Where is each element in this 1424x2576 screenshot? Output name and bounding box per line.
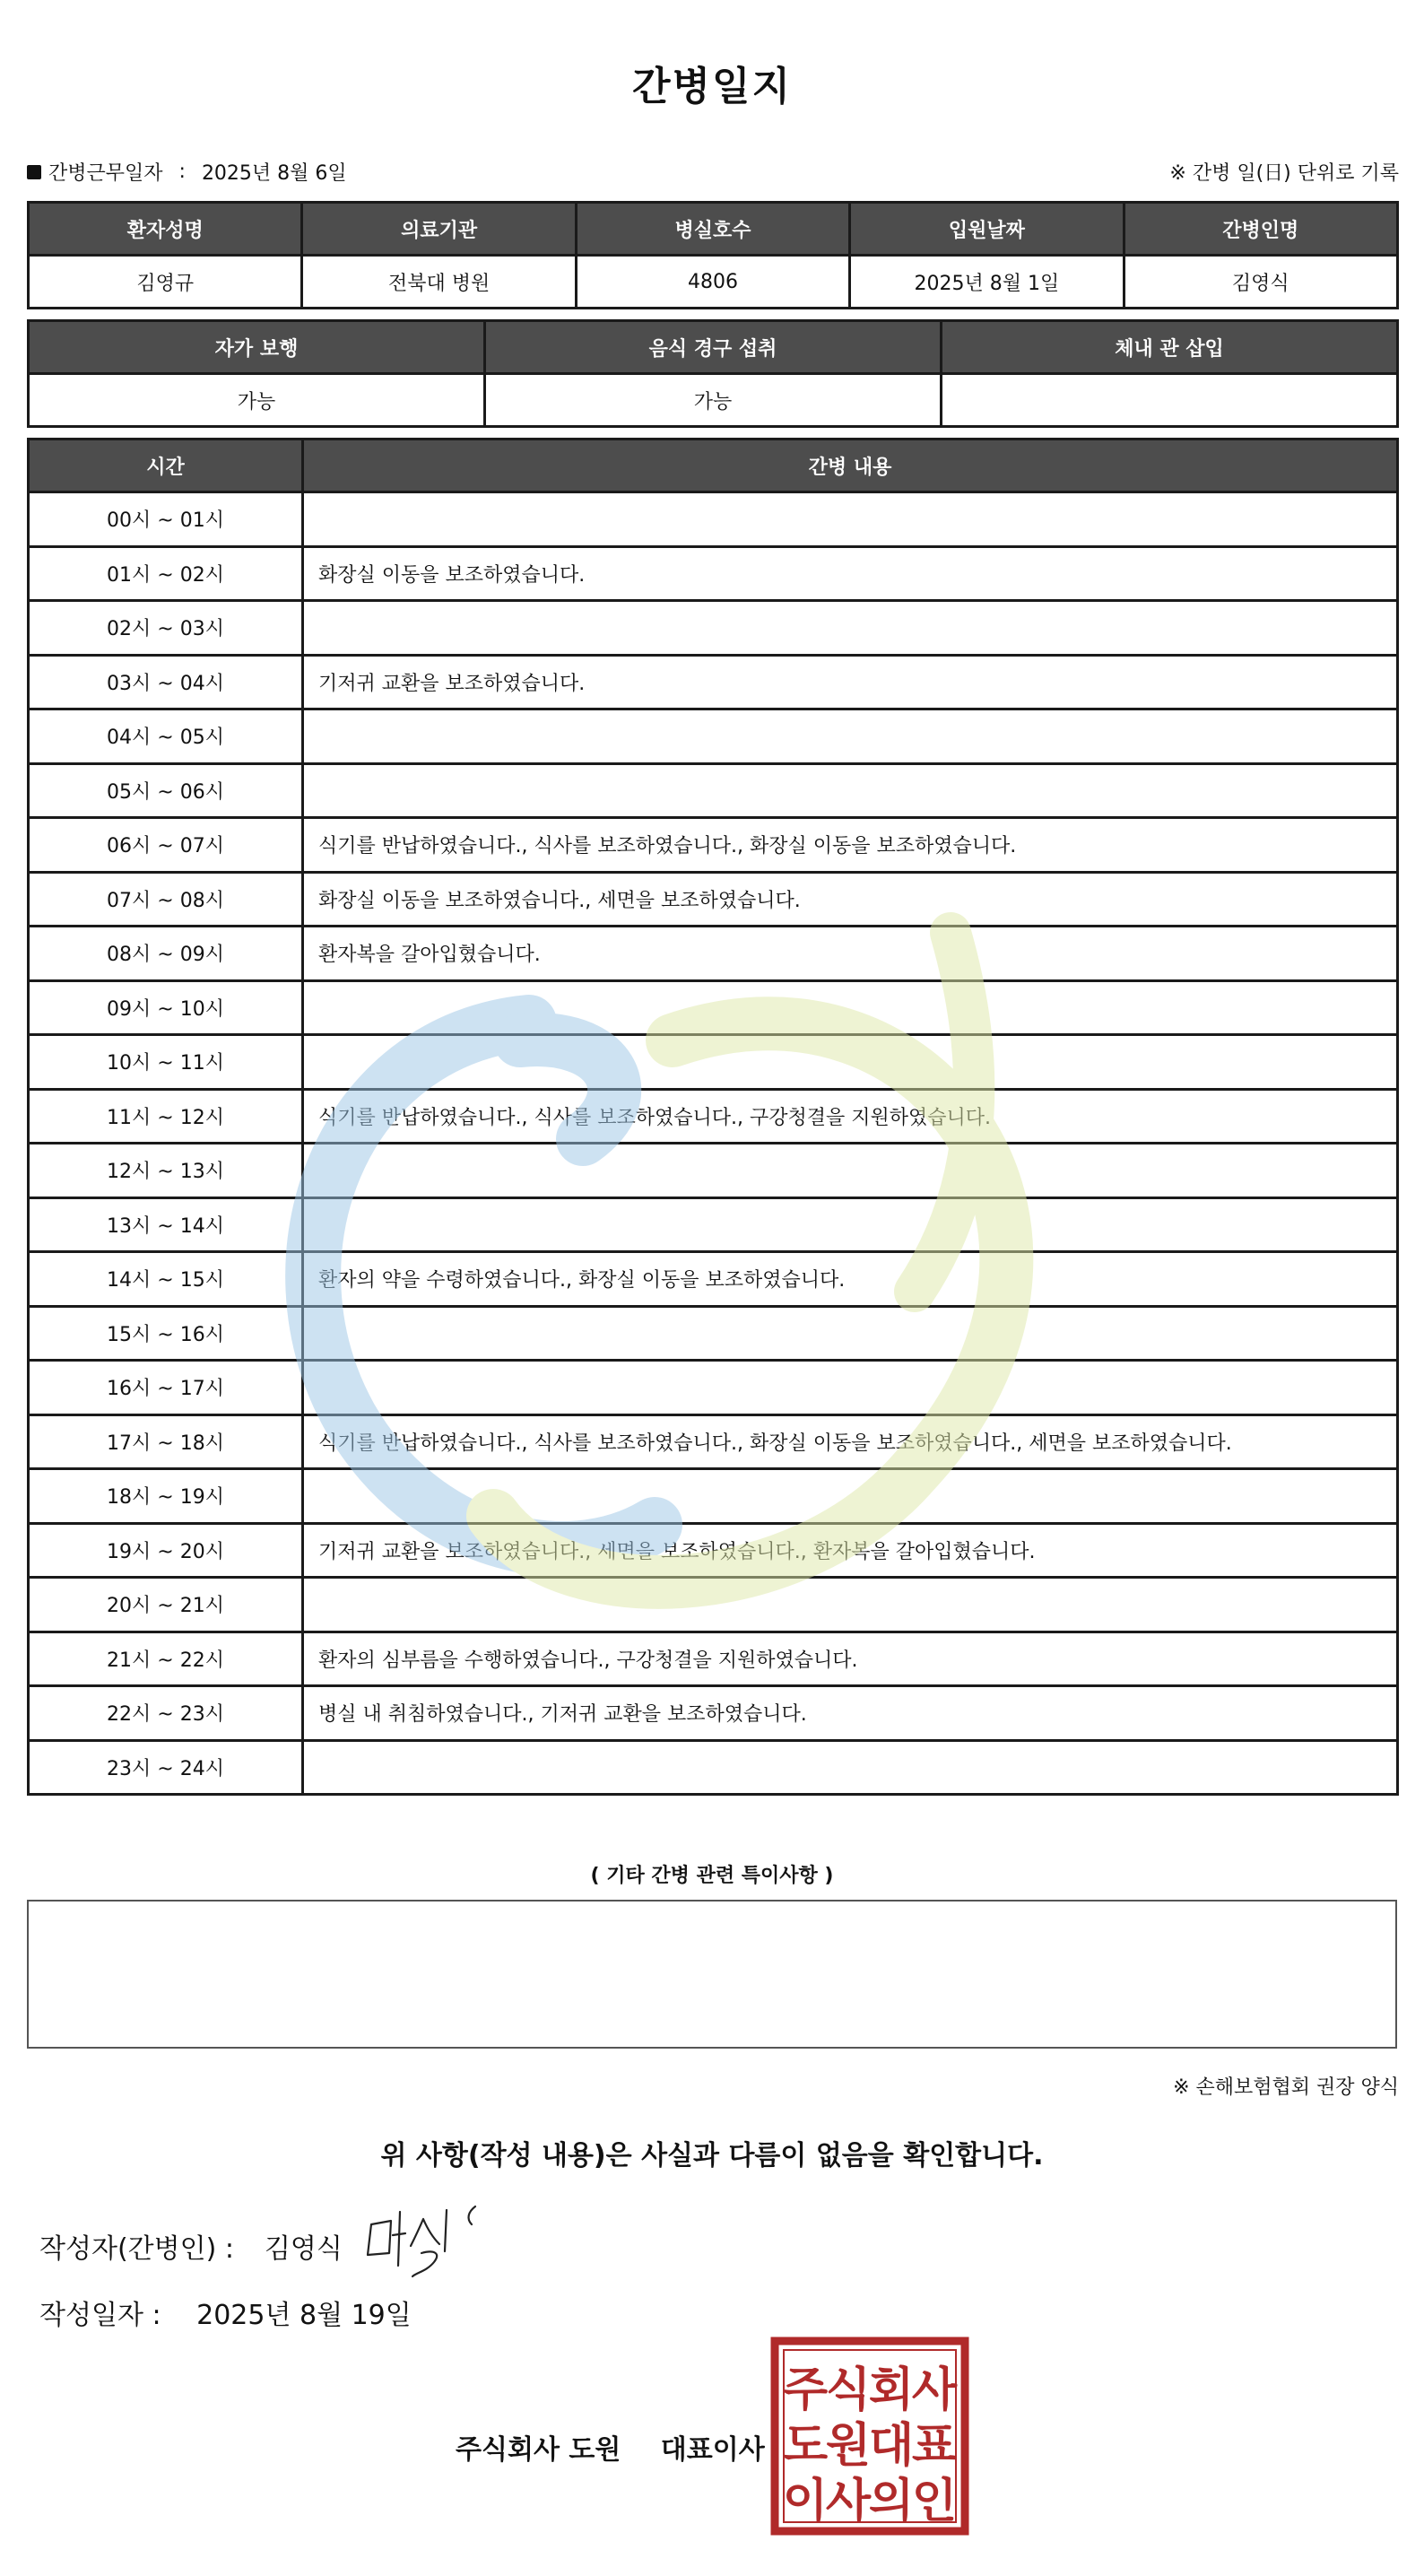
- care-log-content: 식기를 반납하였습니다., 식사를 보조하였습니다., 구강청결을 지원하였습니다.: [303, 1089, 1398, 1144]
- care-log-row: [29, 1523, 1398, 1578]
- care-log-row: [29, 1089, 1398, 1144]
- care-log-row: [29, 1469, 1398, 1524]
- writer-label: 작성자(간병인) :: [39, 2233, 234, 2265]
- hospital: 전북대 병원: [302, 256, 576, 309]
- care-log-row: [29, 1578, 1398, 1632]
- care-log-row: [29, 1306, 1398, 1361]
- care-log-content: 기저귀 교환을 보조하였습니다., 세면을 보조하였습니다., 환자복을 갈아입혔습니다.: [303, 1523, 1398, 1578]
- care-log-row: [29, 1414, 1398, 1469]
- care-log-row: [29, 1740, 1398, 1795]
- care-log-content: [303, 1197, 1398, 1252]
- seal-glyph: 회: [868, 2363, 915, 2417]
- patient-info-value-row: [29, 256, 1398, 309]
- care-log-row: [29, 1144, 1398, 1198]
- care-log-time: 22시 ~ 23시: [29, 1686, 303, 1741]
- care-log-content: [303, 1578, 1398, 1632]
- care-log-time: 12시 ~ 13시: [29, 1144, 303, 1198]
- care-log-time: 00시 ~ 01시: [29, 492, 303, 547]
- seal-glyph: 표: [911, 2419, 958, 2473]
- remarks-title: ( 기타 간병 관련 특이사항 ): [590, 1865, 834, 1887]
- header-admission-date: 입원날짜: [850, 203, 1124, 256]
- care-log-time: 05시 ~ 06시: [29, 763, 303, 818]
- patient-info-header-row: [29, 203, 1398, 256]
- insurer-note: ※ 손해보험협회 권장 양식: [1173, 2076, 1399, 2099]
- care-log-content: [303, 1469, 1398, 1524]
- care-log-time: 14시 ~ 15시: [29, 1252, 303, 1307]
- care-log-content: [303, 980, 1398, 1035]
- header-caregiver-name: 간병인명: [1124, 203, 1397, 256]
- care-log-row: [29, 872, 1398, 927]
- care-log-content: 환자의 약을 수령하였습니다., 화장실 이동을 보조하였습니다.: [303, 1252, 1398, 1307]
- work-date-value: 2025년 8월 6일: [201, 162, 347, 185]
- care-log-table: [27, 438, 1399, 1796]
- care-log-row: [29, 1035, 1398, 1090]
- company-ceo-title: 대표이사: [660, 2434, 765, 2466]
- care-log-content: [303, 1144, 1398, 1198]
- writer-name: 김영식: [264, 2233, 343, 2265]
- care-log-row: [29, 1686, 1398, 1741]
- patient-status-table: [27, 319, 1399, 428]
- seal-glyph: 인: [911, 2475, 958, 2528]
- care-log-row: [29, 1197, 1398, 1252]
- care-log-content: [303, 1306, 1398, 1361]
- care-log-content: 식기를 반납하였습니다., 식사를 보조하였습니다., 화장실 이동을 보조하였습니다.: [303, 818, 1398, 873]
- header-care-content: 간병 내용: [303, 439, 1398, 492]
- care-log-content: 환자의 심부름을 수행하였습니다., 구강청결을 지원하였습니다.: [303, 1632, 1398, 1686]
- care-log-content: 화장실 이동을 보조하였습니다.: [303, 546, 1398, 601]
- care-log-content: 환자복을 갈아입혔습니다.: [303, 927, 1398, 981]
- unit-note: ※ 간병 일(日) 단위로 기록: [1169, 162, 1399, 185]
- care-log-content: [303, 1361, 1398, 1415]
- care-log-time: 03시 ~ 04시: [29, 655, 303, 709]
- care-log-time: 19시 ~ 20시: [29, 1523, 303, 1578]
- care-log-row: [29, 763, 1398, 818]
- care-log-content: [303, 492, 1398, 547]
- care-log-time: 02시 ~ 03시: [29, 601, 303, 656]
- header-hospital: 의료기관: [302, 203, 576, 256]
- header-self-walking: 자가 보행: [29, 321, 485, 374]
- care-log-time: 20시 ~ 21시: [29, 1578, 303, 1632]
- care-log-body: [29, 492, 1398, 1795]
- care-log-row: [29, 1361, 1398, 1415]
- seal-glyph: 식: [825, 2363, 872, 2417]
- seal-glyph: 사: [825, 2475, 872, 2528]
- care-log-row: [29, 818, 1398, 873]
- care-log-content: 식기를 반납하였습니다., 식사를 보조하였습니다., 화장실 이동을 보조하였습니다., 세면을 보조하였습니다.: [303, 1414, 1398, 1469]
- care-log-content: [303, 709, 1398, 764]
- care-log-time: 21시 ~ 22시: [29, 1632, 303, 1686]
- header-patient-name: 환자성명: [29, 203, 302, 256]
- care-log-row: [29, 546, 1398, 601]
- seal-glyph: 의: [868, 2475, 915, 2528]
- patient-info-table: [27, 201, 1399, 309]
- caregiver-name: 김영식: [1124, 256, 1397, 309]
- care-log-header-row: [29, 439, 1398, 492]
- care-log-time: 09시 ~ 10시: [29, 980, 303, 1035]
- care-log-time: 17시 ~ 18시: [29, 1414, 303, 1469]
- seal-glyph: 주: [782, 2363, 829, 2417]
- patient-name: 김영규: [29, 256, 302, 309]
- company-seal-stamp: [769, 2336, 970, 2537]
- patient-status-value-row: [29, 374, 1398, 427]
- care-log-row: [29, 709, 1398, 764]
- written-date-value: 2025년 8월 19일: [196, 2300, 412, 2331]
- care-log-time: 08시 ~ 09시: [29, 927, 303, 981]
- admission-date: 2025년 8월 1일: [850, 256, 1124, 309]
- patient-status-header-row: [29, 321, 1398, 374]
- oral-intake: 가능: [485, 374, 942, 427]
- care-log-time: 01시 ~ 02시: [29, 546, 303, 601]
- care-log-content: 화장실 이동을 보조하였습니다., 세면을 보조하였습니다.: [303, 872, 1398, 927]
- care-log-row: [29, 601, 1398, 656]
- work-date-separator: :: [178, 161, 186, 183]
- header-tube-insertion: 체내 관 삽입: [942, 321, 1398, 374]
- written-date-line: [39, 2293, 412, 2332]
- work-date-label: 간병근무일자: [48, 162, 163, 185]
- care-log-row: [29, 1252, 1398, 1307]
- header-time: 시간: [29, 439, 303, 492]
- care-log-time: 06시 ~ 07시: [29, 818, 303, 873]
- seal-glyph: 도: [782, 2419, 829, 2473]
- care-log-time: 16시 ~ 17시: [29, 1361, 303, 1415]
- work-date-line: [27, 158, 347, 186]
- seal-glyph: 원: [825, 2419, 872, 2473]
- care-log-content: [303, 1740, 1398, 1795]
- care-log-time: 11시 ~ 12시: [29, 1089, 303, 1144]
- header-oral-intake: 음식 경구 섭취: [485, 321, 942, 374]
- header-room-number: 병실호수: [576, 203, 849, 256]
- bullet-square-icon: [27, 165, 41, 179]
- care-log-time: 04시 ~ 05시: [29, 709, 303, 764]
- seal-glyph: 사: [911, 2363, 958, 2417]
- care-log-row: [29, 980, 1398, 1035]
- writer-line: [39, 2226, 343, 2266]
- care-log-time: 13시 ~ 14시: [29, 1197, 303, 1252]
- handwritten-signature: [359, 2199, 502, 2280]
- care-log-row: [29, 655, 1398, 709]
- remarks-box: [27, 1900, 1397, 2049]
- document-title: 간병일지: [631, 64, 792, 109]
- care-log-content: [303, 763, 1398, 818]
- seal-glyph: 대: [868, 2419, 915, 2473]
- care-log-row: [29, 492, 1398, 547]
- written-date-label: 작성일자 :: [39, 2300, 161, 2331]
- room-number: 4806: [576, 256, 849, 309]
- care-log-content: [303, 1035, 1398, 1090]
- care-log-time: 10시 ~ 11시: [29, 1035, 303, 1090]
- company-name: 주식회사 도원: [456, 2434, 621, 2466]
- confirmation-statement: 위 사항(작성 내용)은 사실과 다름이 없음을 확인합니다.: [380, 2140, 1044, 2171]
- care-log-content: 병실 내 취침하였습니다., 기저귀 교환을 보조하였습니다.: [303, 1686, 1398, 1741]
- care-log-row: [29, 1632, 1398, 1686]
- self-walking: 가능: [29, 374, 485, 427]
- care-log-content: [303, 601, 1398, 656]
- care-log-row: [29, 927, 1398, 981]
- care-log-time: 23시 ~ 24시: [29, 1740, 303, 1795]
- company-line: [456, 2427, 765, 2467]
- care-log-time: 15시 ~ 16시: [29, 1306, 303, 1361]
- seal-glyph: 이: [782, 2475, 829, 2528]
- care-log-time: 07시 ~ 08시: [29, 872, 303, 927]
- tube-insertion: [942, 374, 1398, 427]
- care-log-content: 기저귀 교환을 보조하였습니다.: [303, 655, 1398, 709]
- care-log-time: 18시 ~ 19시: [29, 1469, 303, 1524]
